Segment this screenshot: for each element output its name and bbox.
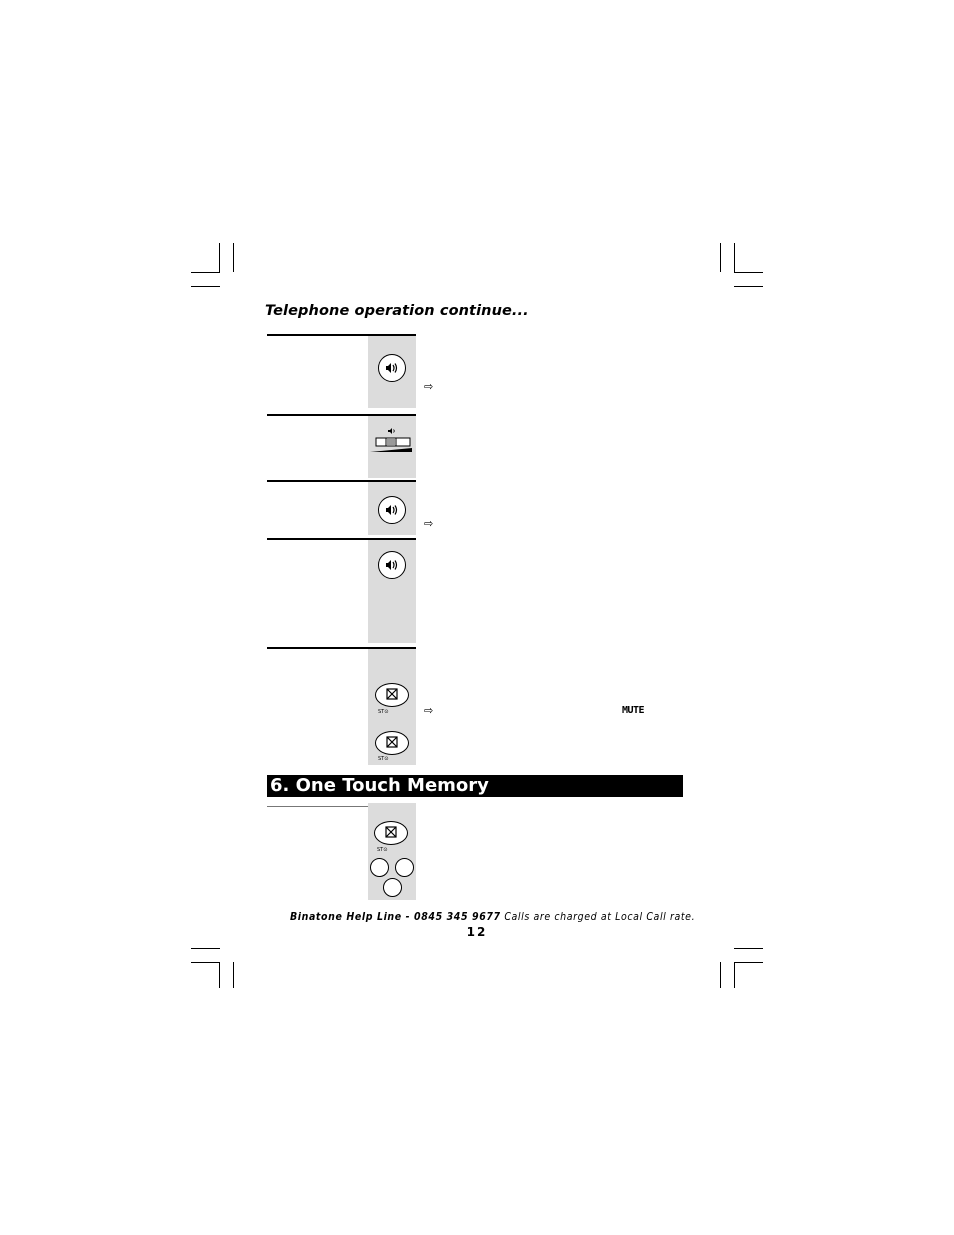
- memory-key-icon: [395, 858, 414, 877]
- arrow-right-icon: ⇨: [424, 517, 434, 530]
- memory-key-icon: [370, 858, 389, 877]
- chapter-title: 6. One Touch Memory: [267, 775, 683, 797]
- st-label: ST⊙: [378, 756, 389, 762]
- helpline-text: Binatone Help Line - 0845 345 9677: [290, 911, 501, 923]
- speaker-icon: [378, 496, 406, 524]
- call-rate-note: Calls are charged at Local Call rate.: [504, 911, 696, 923]
- memory-key-icon: [383, 878, 402, 897]
- speaker-icon: [378, 354, 406, 382]
- key-panel: [368, 336, 416, 408]
- key-panel: [368, 416, 416, 478]
- key-panel: [368, 803, 416, 900]
- speaker-icon: [378, 551, 406, 579]
- key-panel: [368, 482, 416, 535]
- arrow-right-icon: ⇨: [424, 704, 434, 717]
- page-number: 12: [466, 925, 488, 939]
- st-label: ST⊙: [378, 709, 389, 715]
- mute-key-icon: [375, 683, 409, 707]
- mute-key-icon: [374, 821, 408, 845]
- mute-indicator: MUTE: [622, 705, 645, 716]
- arrow-right-icon: ⇨: [424, 380, 434, 393]
- key-panel: [368, 540, 416, 643]
- key-panel: [368, 649, 416, 765]
- volume-slider-icon: [368, 426, 416, 466]
- section-header: Telephone operation continue...: [265, 303, 529, 319]
- footer: [290, 911, 696, 923]
- st-label: ST⊙: [377, 847, 388, 853]
- mute-key-icon: [375, 731, 409, 755]
